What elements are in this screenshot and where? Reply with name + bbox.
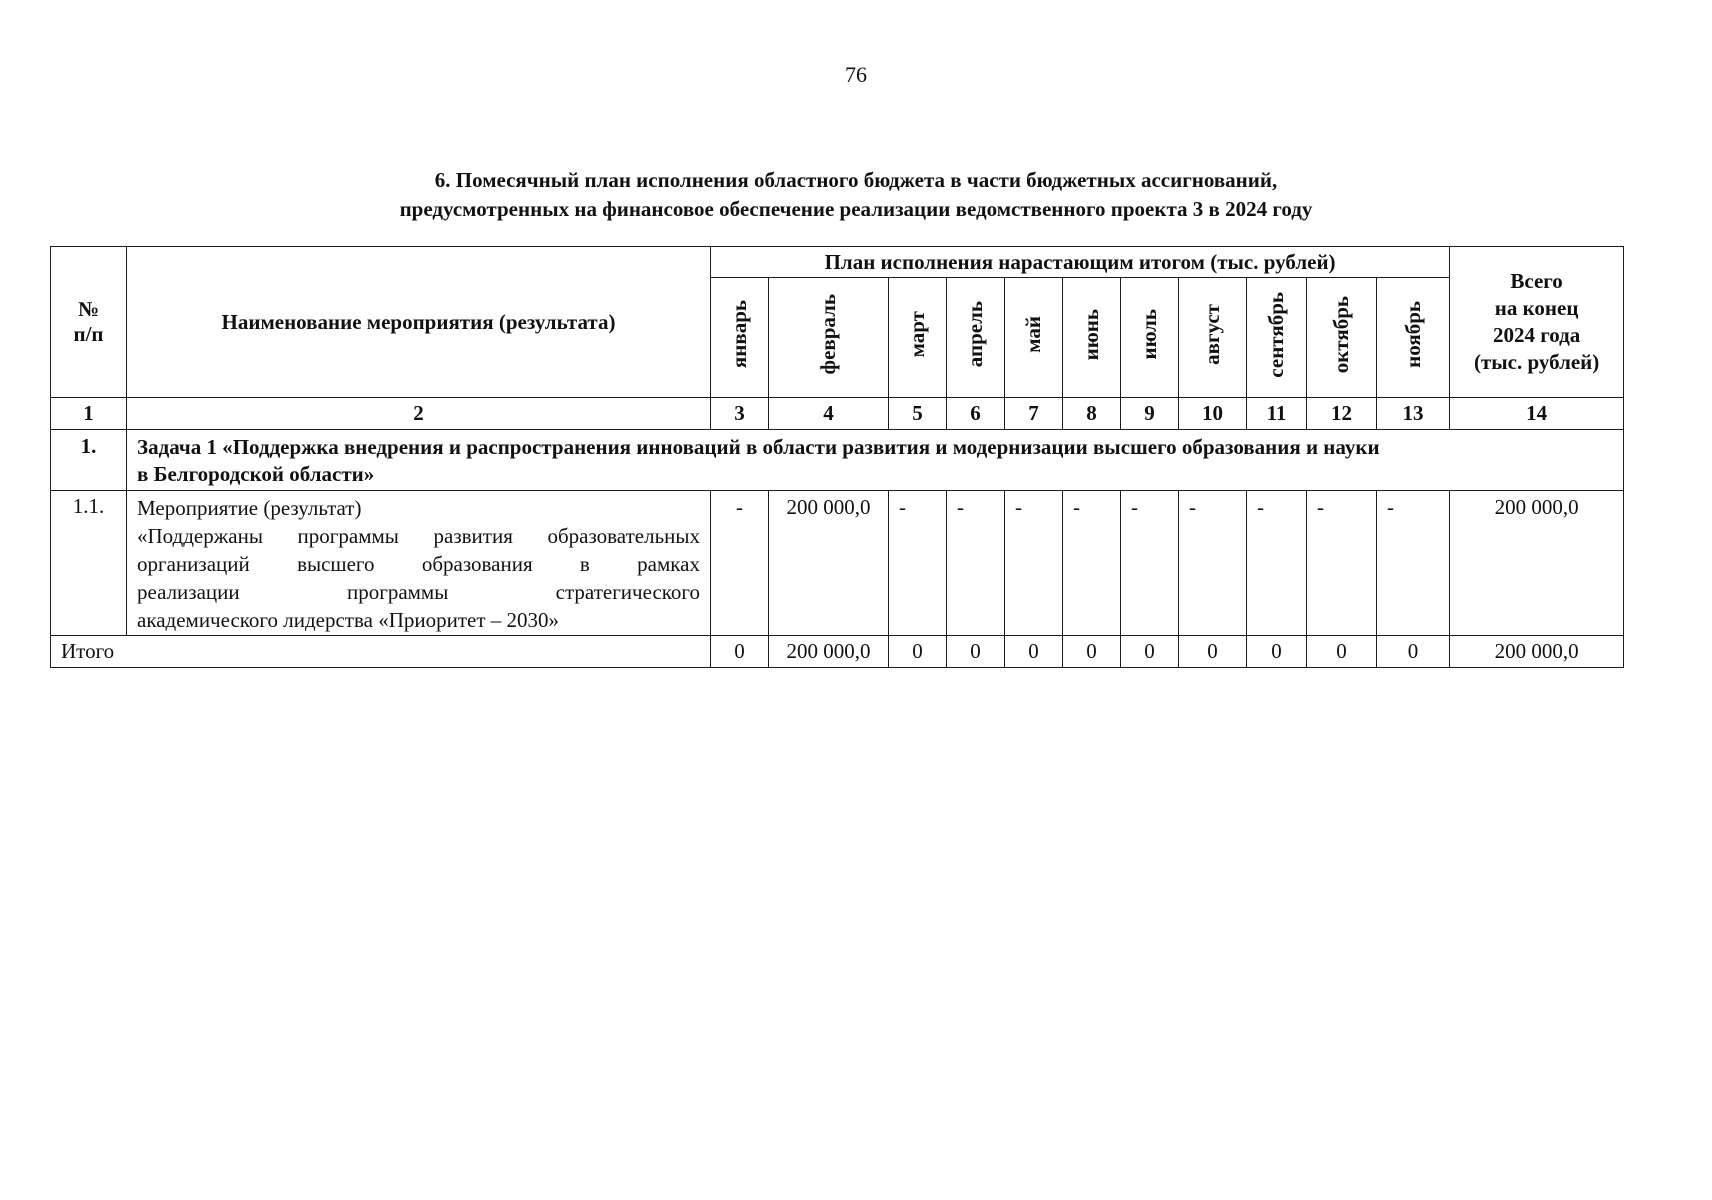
event-value-june: -	[1063, 491, 1121, 636]
header-total: Всего на конец 2024 года (тыс. рублей)	[1450, 247, 1624, 398]
task-title	[127, 430, 1624, 491]
header-month-july: июль	[1121, 278, 1179, 398]
column-number: 12	[1307, 398, 1377, 430]
column-number: 8	[1063, 398, 1121, 430]
header-month-march: март	[889, 278, 947, 398]
event-line: «Поддержаны программы развития образовательных	[137, 524, 700, 548]
event-line: Мероприятие (результат)	[137, 496, 362, 520]
page-number: 76	[845, 62, 867, 87]
header-month-august: август	[1179, 278, 1247, 398]
event-value-august: -	[1179, 491, 1247, 636]
event-description	[127, 491, 711, 636]
event-value-november: -	[1377, 491, 1450, 636]
header-month-june: июнь	[1063, 278, 1121, 398]
task-row	[51, 430, 1624, 491]
header-month-january: январь	[711, 278, 769, 398]
header-month-october: октябрь	[1307, 278, 1377, 398]
column-number: 10	[1179, 398, 1247, 430]
column-number: 6	[947, 398, 1005, 430]
event-value-january: -	[711, 491, 769, 636]
total-value-september: 0	[1247, 636, 1307, 668]
event-value-march: -	[889, 491, 947, 636]
header-month-april: апрель	[947, 278, 1005, 398]
event-number: 1.1.	[51, 491, 127, 636]
event-value-april: -	[947, 491, 1005, 636]
header-name: Наименование мероприятия (результата)	[127, 247, 711, 398]
task-number: 1.	[51, 430, 127, 491]
total-value-october: 0	[1307, 636, 1377, 668]
header-row-top	[51, 247, 1624, 278]
column-number: 14	[1450, 398, 1624, 430]
event-line: реализации программы стратегического	[137, 580, 700, 604]
event-line: организаций высшего образования в рамках	[137, 552, 700, 576]
document-title	[0, 166, 1712, 224]
total-value-august: 0	[1179, 636, 1247, 668]
column-number: 2	[127, 398, 711, 430]
total-value-february: 200 000,0	[769, 636, 889, 668]
budget-plan-table	[50, 246, 1624, 668]
header-number: № п/п	[51, 247, 127, 398]
event-value-july: -	[1121, 491, 1179, 636]
total-value-march: 0	[889, 636, 947, 668]
total-row	[51, 636, 1624, 668]
event-value-september: -	[1247, 491, 1307, 636]
column-number: 4	[769, 398, 889, 430]
column-number: 9	[1121, 398, 1179, 430]
column-number-row	[51, 398, 1624, 430]
task-title-line-2: в Белгородской области»	[137, 461, 375, 486]
event-value-total: 200 000,0	[1450, 491, 1624, 636]
total-value-april: 0	[947, 636, 1005, 668]
column-number: 11	[1247, 398, 1307, 430]
column-number: 3	[711, 398, 769, 430]
event-value-february: 200 000,0	[769, 491, 889, 636]
event-line: академического лидерства «Приоритет – 2030»	[137, 608, 560, 632]
column-number: 7	[1005, 398, 1063, 430]
total-value-year: 200 000,0	[1450, 636, 1624, 668]
total-value-may: 0	[1005, 636, 1063, 668]
title-line-2: предусмотренных на финансовое обеспечение реализации ведомственного проекта 3 в 2024 году	[399, 197, 1313, 221]
total-value-july: 0	[1121, 636, 1179, 668]
header-month-february: февраль	[769, 278, 889, 398]
title-line-1: 6. Помесячный план исполнения областного бюджета в части бюджетных ассигнований,	[434, 168, 1278, 192]
column-number: 1	[51, 398, 127, 430]
column-number: 5	[889, 398, 947, 430]
total-value-november: 0	[1377, 636, 1450, 668]
header-month-november: ноябрь	[1377, 278, 1450, 398]
header-month-september: сентябрь	[1247, 278, 1307, 398]
event-value-october: -	[1307, 491, 1377, 636]
total-value-january: 0	[711, 636, 769, 668]
column-number: 13	[1377, 398, 1450, 430]
event-value-may: -	[1005, 491, 1063, 636]
header-month-may: май	[1005, 278, 1063, 398]
total-label: Итого	[51, 636, 711, 668]
event-row	[51, 491, 1624, 636]
task-title-line-1: Задача 1 «Поддержка внедрения и распространения инноваций в области развития и модернизации высшего образования и науки	[137, 434, 1380, 459]
header-plan-group: План исполнения нарастающим итогом (тыс. рублей)	[711, 247, 1450, 278]
total-value-june: 0	[1063, 636, 1121, 668]
